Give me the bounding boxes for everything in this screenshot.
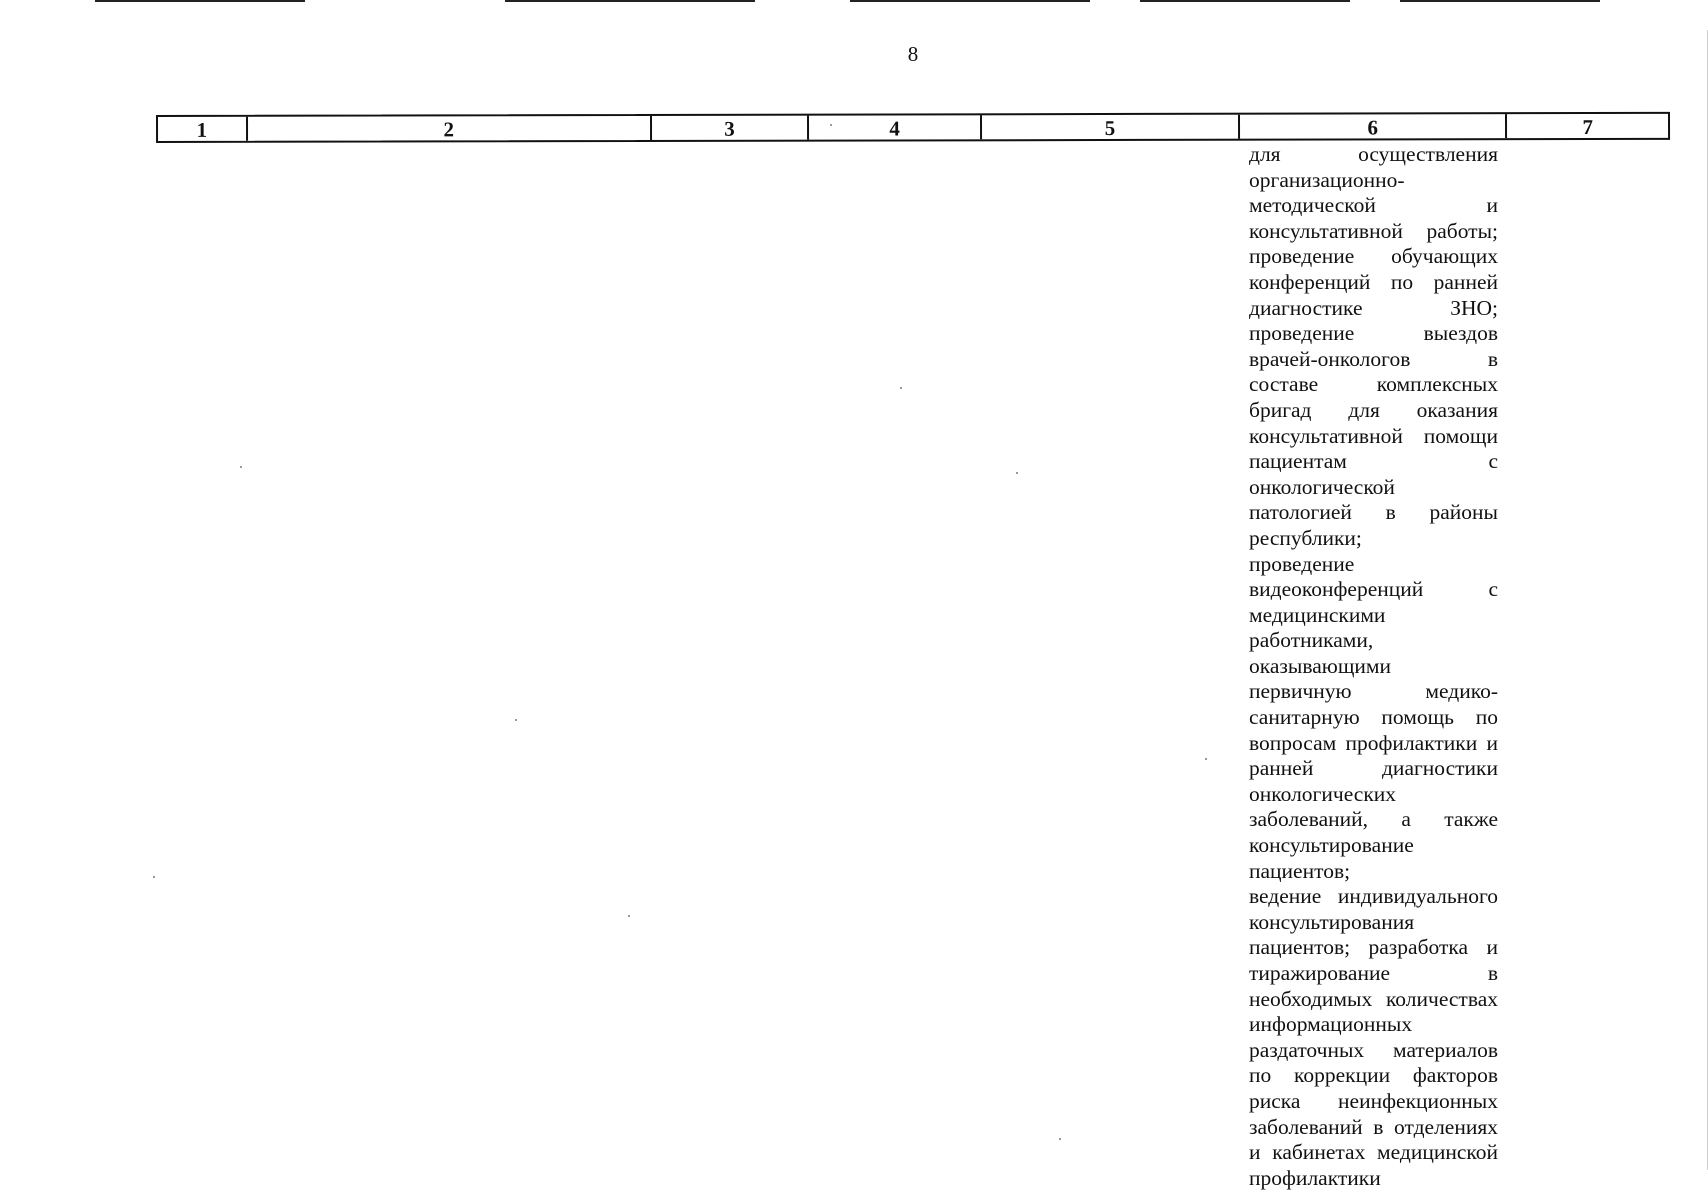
page-number: 8 — [907, 42, 919, 66]
table-header-row — [156, 112, 1670, 143]
paragraph: для осуществления организационно-методической и консультативной работы; проведение обучающих конференций по ранней диагностике ЗНО; проведение выездов врачей-онкологов в составе комплексных бригад для оказания консультативной помощи пациентам с онкологической патологией в районы республики; — [1249, 142, 1498, 550]
header-cell-4: 4 — [809, 115, 982, 139]
paragraph: ведение индивидуального консультирования пациентов; разработка и тиражирование в необходимых количествах информационных раздаточных материалов по коррекции факторов риска неинфекционных заболеваний в отделениях и кабинетах медицинской профилактики — [1249, 884, 1498, 1190]
header-cell-3: 3 — [652, 116, 810, 140]
header-cell-6: 6 — [1240, 114, 1507, 139]
scan-edge-mark — [1400, 0, 1600, 2]
scan-edge-mark — [95, 0, 305, 2]
scan-speck — [1059, 1138, 1061, 1140]
paragraph: проведение видеоконференций с медицинскими работниками, оказывающими первичную медико-санитарную помощь по вопросам профилактики и ранней диагностики онкологических заболеваний, а также консультирование пациентов; — [1249, 551, 1498, 883]
scan-speck — [1016, 472, 1018, 474]
scan-speck — [830, 124, 832, 126]
header-cell-5: 5 — [982, 115, 1240, 140]
scan-speck — [153, 876, 155, 878]
header-cell-7: 7 — [1582, 114, 1594, 140]
scan-speck — [900, 387, 902, 389]
column-6-text — [1249, 142, 1498, 1191]
header-cell-1: 1 — [158, 117, 248, 141]
scan-edge-mark — [850, 0, 1090, 2]
scan-speck — [515, 719, 517, 721]
header-cell-2: 2 — [248, 116, 652, 141]
scan-speck — [240, 466, 242, 468]
scan-speck — [628, 915, 630, 917]
scan-speck — [1205, 758, 1207, 760]
scan-edge-mark — [505, 0, 755, 2]
scan-edge-mark — [1140, 0, 1350, 2]
